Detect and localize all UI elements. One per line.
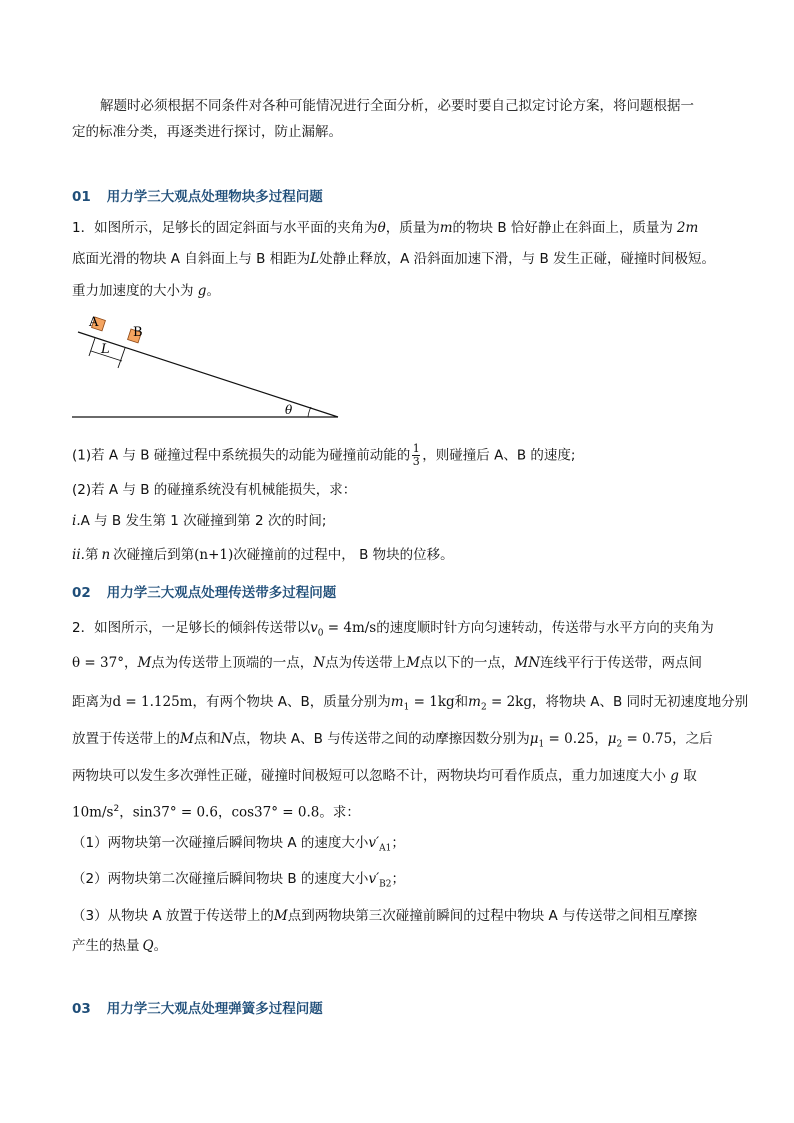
label-theta: θ <box>285 403 293 417</box>
problem2-line-5 <box>72 766 697 786</box>
text: ，则碰撞后 A、B 的速度; <box>422 447 576 464</box>
math-cos: cos37° = 0.8 <box>231 804 320 821</box>
math-v: v <box>310 620 318 636</box>
math-MN: MN <box>514 655 541 671</box>
math-n-plus-1: (n+1) <box>194 547 234 563</box>
text: ，有两个物块 A、B，质量分别为 <box>192 694 391 710</box>
text: 放置于传送带上的 <box>72 731 180 747</box>
section-number: 03 <box>72 1001 91 1017</box>
text: 重力加速度的大小为 <box>72 283 194 299</box>
text: 第 <box>84 547 99 563</box>
superscript: 2 <box>113 804 120 814</box>
math-N: N <box>220 731 233 747</box>
math-theta: θ <box>377 220 386 236</box>
incline-figure <box>70 312 350 422</box>
label-a: A <box>89 315 99 330</box>
subscript: 2 <box>616 739 623 750</box>
math-value: = 4m/s <box>323 620 377 636</box>
intro-line-1: 解题时必须根据不同条件对各种可能情况进行全面分析，必要时要自己拟定讨论方案，将问题根据一 <box>100 98 694 114</box>
math-theta-37: θ = 37° <box>72 655 124 671</box>
math-Q: Q <box>142 938 154 954</box>
problem2-question-1 <box>72 833 405 859</box>
dim-tick-right <box>118 348 125 368</box>
fraction-one-third <box>412 443 420 468</box>
numerator: 1 <box>412 442 420 455</box>
section-heading-02 <box>72 583 336 603</box>
section-title: 用力学三大观点处理弹簧多过程问题 <box>106 1001 323 1017</box>
section-number: 01 <box>72 189 91 205</box>
subscript: A1 <box>379 843 392 854</box>
text: 点到两物块第三次碰撞前瞬间的过程中物块 A 与传送带之间相互摩擦 <box>287 908 698 924</box>
text: 连线平行于传送带，两点间 <box>540 655 703 671</box>
problem1-line-2 <box>72 249 715 269</box>
text: ， <box>123 655 138 671</box>
text: 处静止释放，A 沿斜面加速下滑，与 B 发生正碰，碰撞时间极短。 <box>319 251 716 267</box>
math-value: = 2kg <box>486 694 533 710</box>
text: （2）两物块第二次碰撞后瞬间物块 B 的速度大小 <box>72 871 369 887</box>
problem2-line-1 <box>72 618 714 644</box>
text: 次碰撞前的过程中， B 物块的位移。 <box>233 547 454 563</box>
math-N: N <box>313 655 326 671</box>
text: 。求： <box>319 804 360 821</box>
math-value: = 0.25 <box>544 731 595 747</box>
math-m: m <box>439 220 453 236</box>
text: 两物块可以发生多次弹性正碰，碰撞时间极短可以忽略不计，两物块均可看作质点，重力加速度大小 <box>72 768 666 784</box>
math-M: M <box>180 731 194 747</box>
math-m: m <box>468 694 481 710</box>
text: （1）两物块第一次碰撞后瞬间物块 A 的速度大小 <box>72 835 369 851</box>
incline-line <box>78 332 338 417</box>
text: 1．如图所示，足够长的固定斜面与水平面的夹角为 <box>72 220 378 236</box>
math-M: M <box>273 908 288 924</box>
roman-label: ii. <box>72 547 85 563</box>
math-g: g <box>197 283 207 299</box>
section-heading-03 <box>72 999 323 1019</box>
label-b: B <box>133 325 143 340</box>
section-heading-01 <box>72 187 323 207</box>
text: 的物块 B 恰好静止在斜面上，质量为 <box>452 220 673 236</box>
text: 2．如图所示，一足够长的倾斜传送带以 <box>72 620 311 636</box>
roman-label: i. <box>72 513 81 529</box>
math-v-prime: v′ <box>368 871 380 887</box>
section-number: 02 <box>72 585 91 601</box>
subscript: 1 <box>538 739 545 750</box>
problem2-line-6 <box>72 799 360 823</box>
angle-arc <box>308 407 311 417</box>
subscript: 0 <box>317 628 324 639</box>
text: 点为传送带上 <box>325 655 407 671</box>
problem2-question-2 <box>72 869 405 895</box>
math-g: g <box>670 768 679 784</box>
text: 次碰撞后到第 <box>113 547 195 563</box>
problem2-question-3-cont <box>72 936 167 956</box>
math-M: M <box>137 655 152 671</box>
problem2-line-4 <box>72 729 713 755</box>
text: 点以下的一点， <box>419 655 515 671</box>
section-title: 用力学三大观点处理传送带多过程问题 <box>106 585 337 601</box>
text: ，将物块 A、B 同时无初速度地分别 <box>532 694 749 710</box>
text: 距离为 <box>72 694 113 710</box>
subscript: 1 <box>403 702 410 713</box>
text: 和 <box>454 694 469 710</box>
section-title: 用力学三大观点处理物块多过程问题 <box>106 189 323 205</box>
text: ； <box>391 835 405 851</box>
text: 。 <box>206 283 220 299</box>
math-v-prime: v′ <box>368 835 380 851</box>
label-L: L <box>101 342 110 357</box>
math-m: m <box>390 694 404 710</box>
problem2-line-3 <box>72 692 748 718</box>
math-mu: μ <box>607 731 617 747</box>
math-2m: 2m <box>676 220 699 236</box>
math-n: n <box>101 547 111 563</box>
text: (1)若 A 与 B 碰撞过程中系统损失的动能为碰撞前动能的 <box>72 447 411 464</box>
problem2-question-3 <box>72 906 697 926</box>
dim-tick-left <box>89 338 95 356</box>
text: ，之后 <box>672 731 713 747</box>
math-value: = 1kg <box>409 694 455 710</box>
subscript: B2 <box>379 879 392 890</box>
problem1-line-3 <box>72 281 220 301</box>
math-M: M <box>406 655 420 671</box>
text: （3）从物块 A 放置于传送带上的 <box>72 908 274 924</box>
intro-line-2: 定的标准分类，再逐类进行探讨，防止漏解。 <box>72 124 342 140</box>
subscript: 2 <box>480 702 487 713</box>
math-value: = 0.75 <box>622 731 673 747</box>
text: 点，物块 A、B 与传送带之间的动摩擦因数分别为 <box>232 731 530 747</box>
text: 的速度顺时针方向匀速转动，传送带与水平方向的夹角为 <box>376 620 714 636</box>
text: ； <box>391 871 405 887</box>
math-L: L <box>310 251 320 267</box>
text: ， <box>217 804 232 821</box>
text: 。 <box>153 938 168 954</box>
text: 点和 <box>193 731 221 747</box>
math-distance: d = 1.125m <box>112 694 193 710</box>
problem1-line-1 <box>72 218 698 238</box>
text: 点为传送带上顶端的一点， <box>151 655 314 671</box>
text: 取 <box>683 768 697 784</box>
problem1-question-1 <box>72 443 575 468</box>
text: 产生的热量 <box>72 938 140 954</box>
text: ， <box>594 731 608 747</box>
problem1-question-2: (2)若 A 与 B 的碰撞系统没有机械能损失，求： <box>72 482 357 498</box>
problem1-question-2ii <box>72 545 454 565</box>
text: 底面光滑的物块 A 自斜面上与 B 相距为 <box>72 251 311 267</box>
problem2-line-2 <box>72 653 702 673</box>
text: A 与 B 发生第 1 次碰撞到第 2 次的时间; <box>80 513 327 529</box>
denominator: 3 <box>412 455 420 468</box>
text: ， <box>119 804 133 821</box>
problem1-question-2i <box>72 511 326 531</box>
text: ，质量为 <box>385 220 440 236</box>
math-g-value: 10m/s <box>72 804 114 821</box>
math-sin: sin37° = 0.6 <box>132 804 218 821</box>
math-mu: μ <box>529 731 539 747</box>
